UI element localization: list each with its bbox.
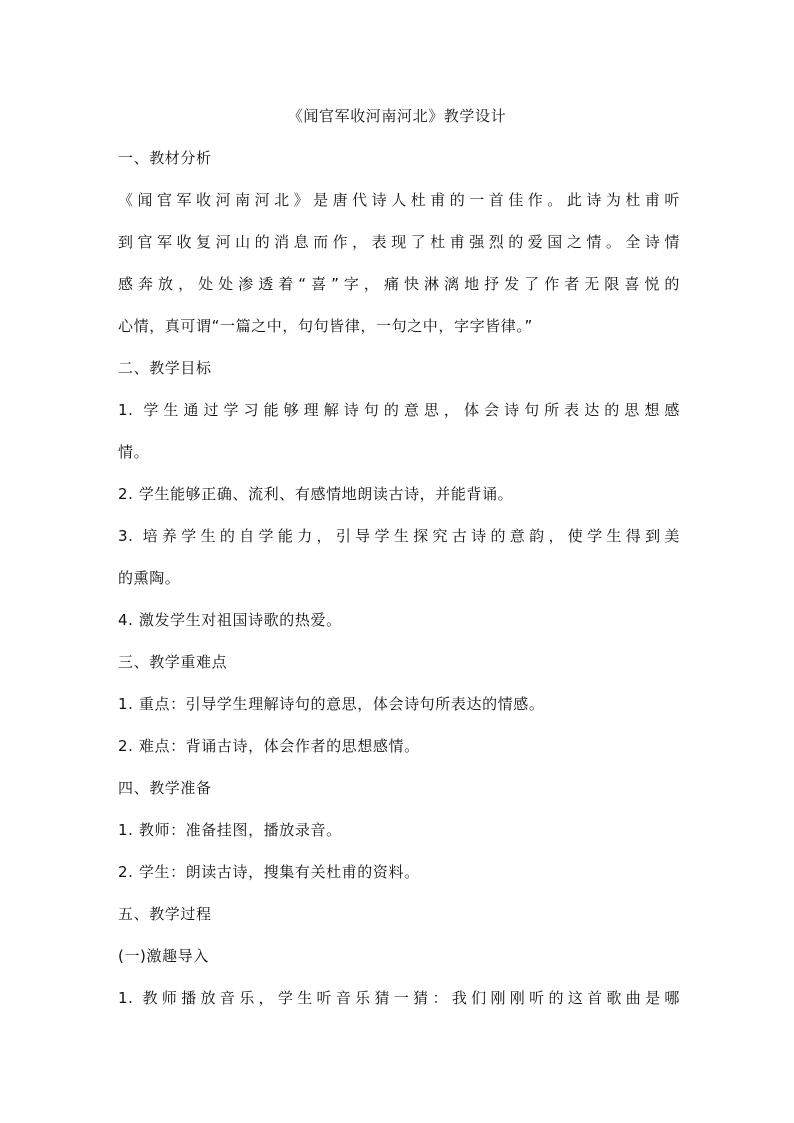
list-item: 1. 重点：引导学生理解诗句的意思，体会诗句所表达的情感。 [118, 695, 545, 713]
list-item: 1. 学生通过学习能够理解诗句的意思，体会诗句所表达的思想感 [118, 401, 680, 419]
list-item: 3. 培养学生的自学能力，引导学生探究古诗的意韵，使学生得到美 [118, 527, 680, 545]
paragraph-line: 感奔放，处处渗透着“喜”字，痛快淋漓地抒发了作者无限喜悦的 [118, 275, 680, 293]
paragraph-line: 《闻官军收河南河北》是唐代诗人杜甫的一首佳作。此诗为杜甫听 [118, 191, 680, 209]
list-item-continuation: 的熏陶。 [118, 569, 181, 587]
list-item: 1. 教师：准备挂图，播放录音。 [118, 821, 342, 839]
document-title: 《闻官军收河南河北》教学设计 [287, 107, 507, 125]
section-heading-goals: 二、教学目标 [118, 359, 212, 377]
list-item: 4. 激发学生对祖国诗歌的热爱。 [118, 611, 342, 629]
list-item: 2. 学生能够正确、流利、有感情地朗读古诗，并能背诵。 [118, 485, 514, 503]
section-heading-preparation: 四、教学准备 [118, 779, 212, 797]
section-heading-key-points: 三、教学重难点 [118, 653, 228, 671]
list-item: 2. 学生：朗读古诗，搜集有关杜甫的资料。 [118, 863, 420, 881]
list-item: 2. 难点：背诵古诗，体会作者的思想感情。 [118, 737, 420, 755]
section-heading-materials: 一、教材分析 [118, 149, 212, 167]
list-item: 1. 教师播放音乐，学生听音乐猜一猜：我们刚刚听的这首歌曲是哪 [118, 989, 680, 1007]
subsection-heading: (一)激趣导入 [118, 947, 209, 965]
list-item-continuation: 情。 [118, 443, 150, 461]
section-heading-process: 五、教学过程 [118, 905, 212, 923]
paragraph-line: 到官军收复河山的消息而作，表现了杜甫强烈的爱国之情。全诗情 [118, 233, 680, 251]
paragraph-line: 心情，真可谓“一篇之中，句句皆律，一句之中，字字皆律。” [118, 317, 533, 335]
